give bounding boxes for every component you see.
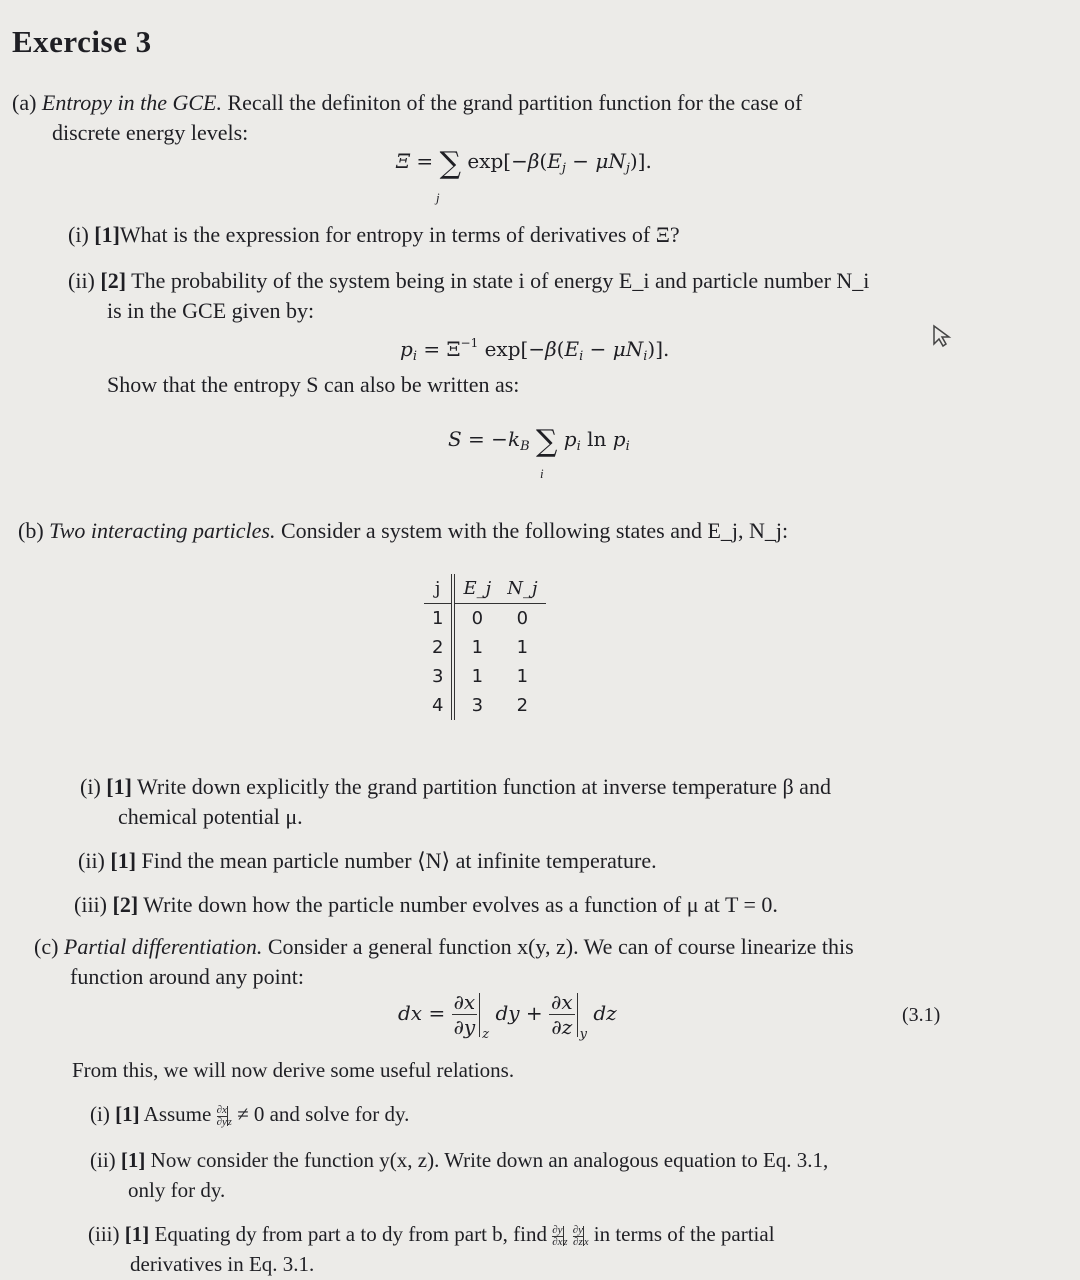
part-c-question-2 xyxy=(90,1148,828,1173)
c-q3-label: (iii) xyxy=(88,1222,120,1246)
table-cell: 3 xyxy=(424,662,453,691)
b-q3-marks: [2] xyxy=(112,892,139,917)
a-q2-line3: Show that the entropy S can also be written as: xyxy=(107,372,520,397)
c-q2-label: (ii) xyxy=(90,1148,116,1172)
part-c-heading: Partial differentiation. xyxy=(63,934,263,959)
a-q1-label: (i) xyxy=(68,222,89,247)
table-header-row xyxy=(424,574,546,604)
part-a-label: (a) xyxy=(12,90,37,115)
part-a-question-1 xyxy=(68,222,680,248)
sum-index-i: i xyxy=(540,466,544,481)
mouse-cursor-icon xyxy=(930,324,954,348)
part-a-text xyxy=(12,90,802,116)
part-a-intro-line2: discrete energy levels: xyxy=(52,120,249,145)
equation-grand-partition: Ξ = ∑ $\exp[-\beta(E_j - \mu N_j)]$. xyxy=(396,146,652,181)
table-row xyxy=(424,633,546,662)
part-c-intro-line1: Consider a general function x(y, z). We can of course linearize this xyxy=(267,934,854,959)
b-q2-marks: [1] xyxy=(110,848,137,873)
table-cell: 0 xyxy=(516,608,529,629)
a-q2-marks: [2] xyxy=(100,268,127,293)
part-b-label: (b) xyxy=(18,518,44,543)
part-c-question-1: (i) [1] Assume $\frac{\partial x}{\partial y}_z \ne 0$ and solve for dy. xyxy=(90,1102,410,1128)
part-b-question-1 xyxy=(80,774,831,800)
c-q2-line1: Now consider the function y(x, z). Write down an analogous equation to Eq. 3.1, xyxy=(150,1148,829,1172)
b-q1-line1: Write down explicitly the grand partition function at inverse temperature β and xyxy=(137,774,831,799)
table-cell: 1 xyxy=(471,666,484,687)
table-row xyxy=(424,604,546,634)
c-q3-text-pre: Equating dy from part a to dy from part b, find xyxy=(154,1222,547,1246)
a-q2-label: (ii) xyxy=(68,268,95,293)
part-a-question-2 xyxy=(68,268,869,294)
b-q2-label: (ii) xyxy=(78,848,105,873)
c-q3-line2: derivatives in Eq. 3.1. xyxy=(130,1252,315,1276)
c-q3-marks: [1] xyxy=(124,1222,150,1246)
c-q1-text-post: ≠ 0 and solve for dy. xyxy=(237,1102,410,1126)
table-cell: 1 xyxy=(516,666,529,687)
b-q1-marks: [1] xyxy=(106,774,132,799)
table-header: E_j xyxy=(453,574,499,604)
c-q3-text-post: in terms of the partial xyxy=(593,1222,775,1246)
table-header: j xyxy=(424,574,453,604)
b-q3-label: (iii) xyxy=(74,892,107,917)
table-row xyxy=(424,691,546,720)
equation-probability: $p_i = \Xi^{-1}$ $\exp[-\beta(E_i - \mu N_i)]$. xyxy=(400,336,670,364)
part-c-text xyxy=(34,934,854,960)
c-q1-label: (i) xyxy=(90,1102,110,1126)
b-q2-text: Find the mean particle number ⟨N⟩ at infinite temperature. xyxy=(141,848,657,873)
part-b-heading: Two interacting particles. xyxy=(49,518,276,543)
part-c-question-3: (iii) [1] Equating dy from part a to dy from part b, find $\frac{\partial y}{\partial x}_z$ $\frac{\partial y}{\partial z}_x$ in terms of the partial xyxy=(88,1222,775,1248)
equation-linearize: dx = $\frac{\partial x}{\partial y}$ $_z$ dy + $\frac{\partial x}{\partial z}$ $_y$ dz xyxy=(398,990,617,1042)
part-a-intro-line1: Recall the definiton of the grand partition function for the case of xyxy=(227,90,803,115)
part-b-question-2 xyxy=(78,848,657,874)
table-cell: 1 xyxy=(516,637,529,658)
table-cell: 2 xyxy=(516,695,529,716)
part-c-label: (c) xyxy=(34,934,59,959)
c-q1-text-pre: Assume xyxy=(143,1102,212,1126)
states-table xyxy=(424,574,546,720)
part-c-intro-line2: function around any point: xyxy=(70,964,305,989)
c-q1-marks: [1] xyxy=(115,1102,140,1126)
table-cell: 2 xyxy=(424,633,453,662)
a-q2-line2: is in the GCE given by: xyxy=(107,298,315,323)
table-cell: 3 xyxy=(471,695,484,716)
part-b-intro: Consider a system with the following states and E_j, N_j: xyxy=(280,518,789,543)
table-cell: 1 xyxy=(424,604,453,634)
b-q1-line2: chemical potential μ. xyxy=(118,804,303,829)
b-q1-label: (i) xyxy=(80,774,101,799)
c-q2-line2: only for dy. xyxy=(128,1178,226,1202)
a-q1-text: What is the expression for entropy in terms of derivatives of Ξ? xyxy=(119,222,680,247)
table-cell: 1 xyxy=(471,637,484,658)
c-q2-marks: [1] xyxy=(120,1148,146,1172)
table-cell: 4 xyxy=(424,691,453,720)
part-c-derive: From this, we will now derive some useful relations. xyxy=(72,1058,515,1082)
b-q3-text: Write down how the particle number evolves as a function of μ at T = 0. xyxy=(143,892,778,917)
part-b-text xyxy=(18,518,788,544)
table-row xyxy=(424,662,546,691)
part-a-heading: Entropy in the GCE. xyxy=(41,90,222,115)
part-b-question-3 xyxy=(74,892,778,918)
page-title: Exercise 3 xyxy=(12,24,152,59)
a-q1-marks: [1] xyxy=(94,222,120,247)
sum-index-j: j xyxy=(436,190,440,205)
table-cell: 0 xyxy=(471,608,484,629)
a-q2-line1: The probability of the system being in state i of energy E_i and particle number N_i xyxy=(131,268,870,293)
table-header: N_j xyxy=(499,574,545,604)
equation-number: (3.1) xyxy=(902,1004,941,1026)
equation-entropy: $S = -k_B$ ∑ $p_i$ $\ln p_i$ xyxy=(448,424,630,459)
